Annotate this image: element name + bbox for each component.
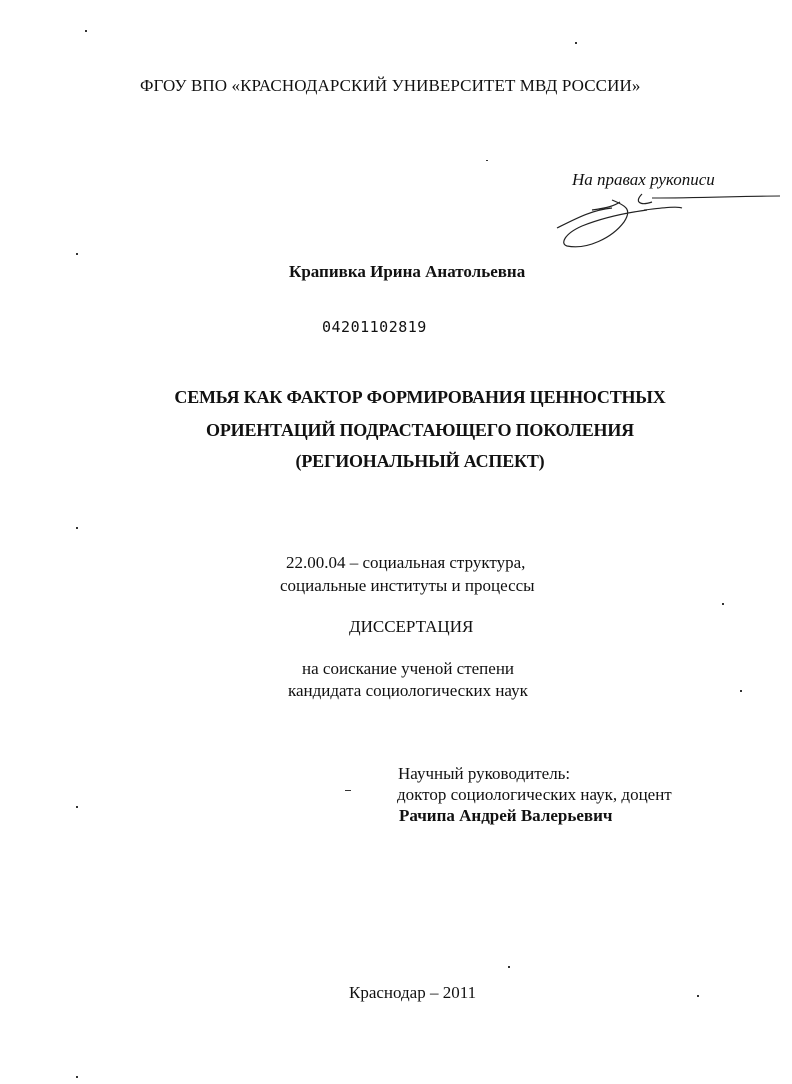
handwritten-signature (552, 188, 782, 258)
manuscript-note: На правах рукописи (572, 170, 715, 189)
scan-speck (85, 30, 87, 32)
scan-speck (76, 1076, 78, 1078)
dissertation-title-line-1: СЕМЬЯ КАК ФАКТОР ФОРМИРОВАНИЯ ЦЕННОСТНЫХ (174, 387, 666, 407)
registration-number: 04201102819 (322, 318, 427, 336)
scan-speck (76, 806, 78, 808)
dissertation-title-line-2: ОРИЕНТАЦИЙ ПОДРАСТАЮЩЕГО ПОКОЛЕНИЯ (206, 420, 634, 440)
supervisor-title: доктор социологических наук, доцент (397, 785, 672, 804)
document-type: ДИССЕРТАЦИЯ (349, 617, 474, 636)
specialty-line-2: социальные институты и процессы (280, 576, 535, 595)
degree-line-1: на соискание ученой степени (302, 659, 515, 678)
scan-speck (76, 527, 78, 529)
scan-speck (740, 690, 742, 692)
dissertation-title-line-3: (РЕГИОНАЛЬНЫЙ АСПЕКТ) (295, 451, 545, 471)
degree-line-2: кандидата социологических наук (288, 681, 528, 700)
institution-name: ФГОУ ВПО «КРАСНОДАРСКИЙ УНИВЕРСИТЕТ МВД РОССИИ» (140, 76, 641, 95)
supervisor-name: Рачипа Андрей Валерьевич (399, 806, 613, 825)
author-name: Крапивка Ирина Анатольевна (289, 262, 526, 281)
scan-speck (575, 42, 577, 44)
scan-speck (722, 603, 724, 605)
scan-speck (486, 160, 488, 161)
scan-speck (345, 790, 351, 791)
place-and-year: Краснодар – 2011 (349, 983, 477, 1002)
scan-speck (76, 253, 78, 255)
scan-speck (697, 995, 699, 997)
supervisor-label: Научный руководитель: (398, 764, 571, 783)
scan-speck (508, 966, 510, 968)
specialty-line-1: 22.00.04 – социальная структура, (286, 553, 526, 572)
